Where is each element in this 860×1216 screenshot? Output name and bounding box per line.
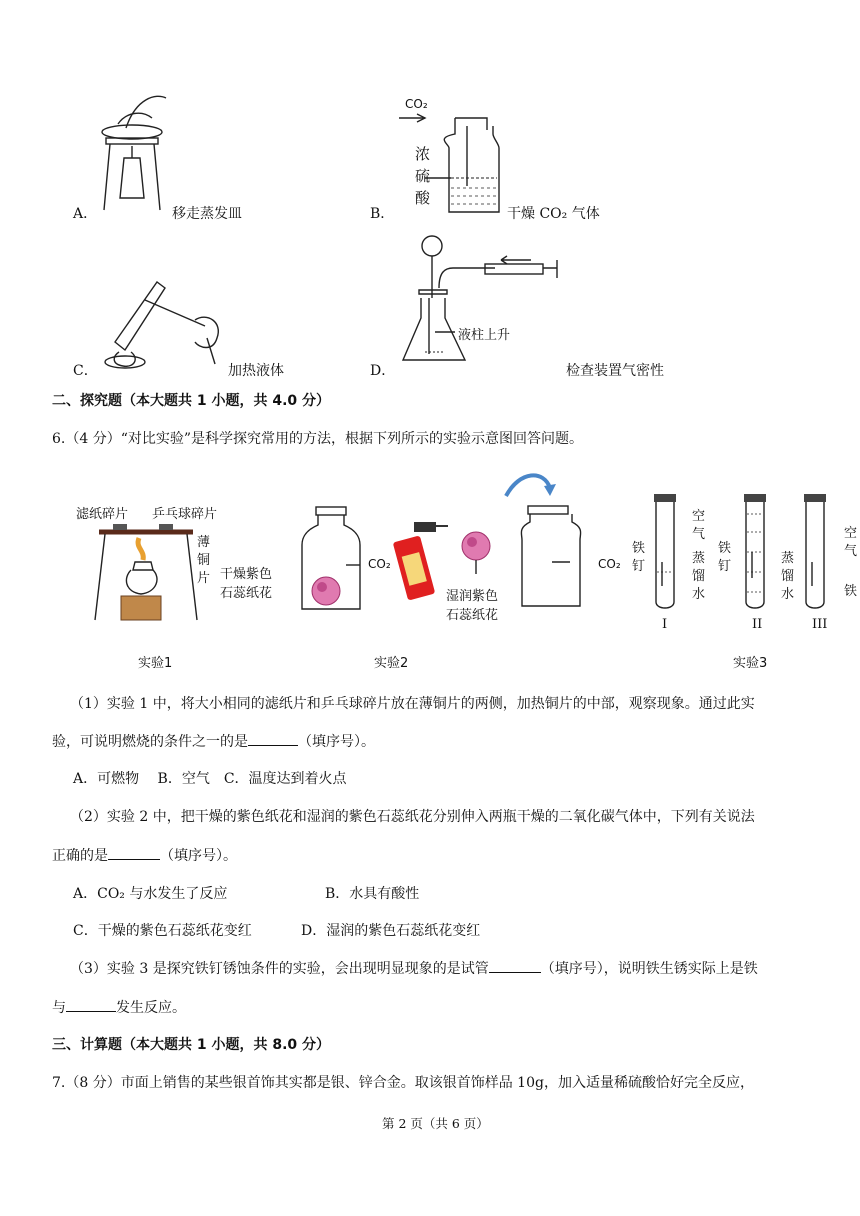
exp3-test-tubes [650,492,860,612]
q6-part3-line1 [70,958,758,978]
exp2-title: 实验2 [374,656,409,671]
exp2-gas1-label: CO₂ [368,557,391,571]
figure-d-label: 液柱上升 [458,328,511,343]
option-b-caption: 干燥 CO₂ 气体 [507,206,600,222]
question-7-stem: 7.（8 分）市面上销售的某些银首饰其实都是银、锌合金。取该银首饰样品 10g，加入适量稀硫酸恰好完全反应， [52,1075,754,1091]
option-a-caption: 移走蒸发皿 [172,206,242,222]
exp3-water2-label: 蒸 馏 水 [781,551,795,602]
exp3-title: 实验3 [733,656,768,671]
exp2-dry-bottle [298,505,363,615]
exp3-nail-label: 铁 钉 [632,541,646,574]
section-3-heading: 三、计算题（本大题共 1 小题，共 8.0 分） [52,1037,331,1053]
option-d-letter: D． [370,363,396,379]
figure-b-reagent-label: 浓 硫 酸 [415,145,431,207]
q6-part2-line2 [52,845,237,865]
q6-part3-blank1[interactable] [489,958,541,973]
q6-part2-text: 正确的是 [52,848,108,864]
q6-part3-text: （3）实验 3 是探究铁钉锈蚀条件的实验，会出现明显现象的是试管 [70,961,489,977]
option-a-letter: A． [73,206,98,222]
q6-part1-blank[interactable] [248,731,298,746]
exp1-pingpong-label: 乒乓球碎片 [152,507,218,522]
q6-part2-option-a: A．CO₂ 与水发生了反应 [73,886,228,902]
q6-part2-option-b: B．水具有酸性 [325,886,420,902]
figure-a-evaporating-dish [96,88,176,218]
exp1-copper-label: 薄 铜 片 [197,535,211,586]
exp3-tube-2: II [752,617,763,632]
figure-d-syringe-flask [395,232,570,372]
q6-part1-suffix: （填序号）。 [298,734,375,750]
q6-part3-suffix: 发生反应。 [116,1000,186,1016]
q6-part1-text: 验，可说明燃烧的条件之一的是 [52,734,248,750]
q6-part2-blank[interactable] [108,845,160,860]
q6-part2-option-c: C．干燥的紫色石蕊纸花变红 [73,923,252,939]
section-2-heading: 二、探究题（本大题共 1 小题，共 4.0 分） [52,393,331,409]
exp3-tube-3: III [812,617,828,632]
q6-part3-with: 与 [52,1000,66,1016]
q6-part1-options: A．可燃物 B．空气 C．温度达到着火点 [73,771,347,787]
exp2-empty-bottle [500,470,600,615]
page-footer: 第 2 页（共 6 页） [382,1116,489,1131]
q6-part2-option-d: D．湿润的紫色石蕊纸花变红 [301,923,481,939]
q6-part3-line2 [52,997,186,1017]
exp3-air-label: 空 气 [692,509,706,542]
figure-c-heating-tube [95,262,230,372]
option-c-letter: C． [73,363,98,379]
q6-part2-line1: （2）实验 2 中，把干燥的紫色纸花和湿润的紫色石蕊纸花分别伸入两瓶干燥的二氧化碳气体中，下列有关说法 [70,809,755,825]
figure-b-gas-label: CO₂ [405,97,428,111]
exp3-nail2-label: 铁 钉 [718,541,732,574]
q6-part2-suffix: （填序号）。 [160,848,237,864]
exp3-water-label: 蒸 馏 水 [692,551,706,602]
question-6-stem: 6.（4 分）“对比实验”是科学探究常用的方法，根据下列所示的实验示意图回答问题。 [52,431,584,447]
option-c-caption: 加热液体 [228,363,284,379]
figure-b-gas-bottle [395,108,505,218]
q6-part1-line2 [52,731,375,751]
exp3-nail3-label: 铁 [844,584,858,599]
exp1-title: 实验1 [138,656,173,671]
exp2-wet-label: 湿润紫色 石蕊纸花 [446,589,499,623]
exp2-dry-label: 干燥紫色 石蕊纸花 [220,567,273,601]
exp1-filter-label: 滤纸碎片 [76,507,129,522]
q6-part3-blank2[interactable] [66,997,116,1012]
option-d-caption: 检查装置气密性 [566,363,664,379]
option-b-letter: B． [370,206,395,222]
exp3-air3-label: 空 气 [844,526,858,559]
q6-part3-mid: （填序号），说明铁生锈实际上是铁 [540,961,758,977]
q6-part1-line1: （1）实验 1 中，将大小相同的滤纸片和乒乓球碎片放在薄铜片的两侧，加热铜片的中部，观察现象。通过此实 [70,696,755,712]
exp1-apparatus [95,520,200,630]
exp2-gas2-label: CO₂ [598,557,621,571]
exp3-tube-1: I [662,617,668,632]
